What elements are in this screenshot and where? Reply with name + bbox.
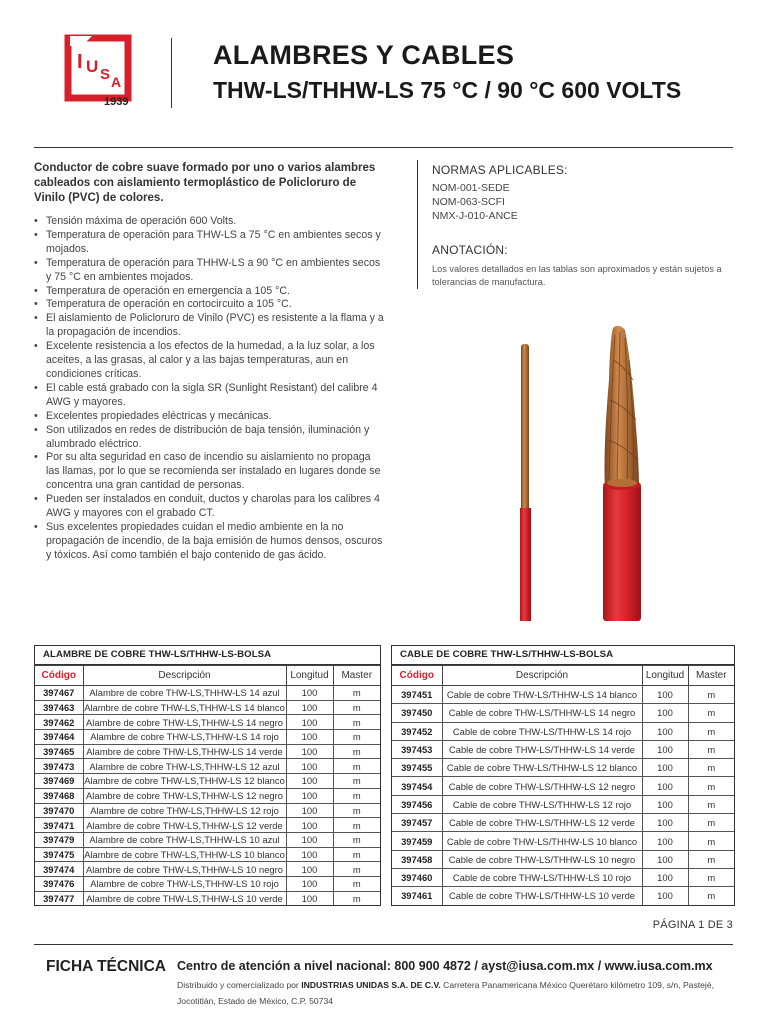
cell-longitud: 100 bbox=[286, 715, 333, 730]
cell-descripcion: Alambre de cobre THW-LS,THHW-LS 10 blanco bbox=[84, 848, 285, 860]
table-row bbox=[392, 759, 734, 777]
cell-master: m bbox=[688, 686, 734, 704]
cell-descripcion: Alambre de cobre THW-LS,THHW-LS 10 negro bbox=[83, 862, 286, 877]
cell-descripcion: Cable de cobre THW-LS/THHW-LS 14 rojo bbox=[442, 722, 642, 740]
cell-master: m bbox=[688, 832, 734, 850]
cell-longitud: 100 bbox=[286, 832, 333, 847]
table-row bbox=[392, 686, 734, 704]
feature-item: • El cable está grabado con la sigla SR (Sunlight Resistant) del calibre 4 AWG y mayores. bbox=[34, 382, 384, 410]
cell-longitud: 100 bbox=[286, 818, 333, 833]
logo-year: 1939 bbox=[104, 96, 129, 108]
feature-item: • Temperatura de operación en emergencia a 105 °C. bbox=[34, 285, 384, 299]
table-row bbox=[35, 891, 380, 905]
col-header-longitud: Longitud bbox=[642, 666, 688, 686]
cell-codigo: 397470 bbox=[35, 803, 83, 818]
cell-master: m bbox=[333, 744, 380, 759]
cell-descripcion: Alambre de cobre THW-LS,THHW-LS 14 azul bbox=[83, 686, 286, 701]
cell-longitud: 100 bbox=[642, 795, 688, 813]
cell-codigo: 397463 bbox=[35, 700, 83, 715]
cell-descripcion: Cable de cobre THW-LS/THHW-LS 14 verde bbox=[442, 740, 642, 758]
cell-master: m bbox=[688, 850, 734, 868]
cell-descripcion: Alambre de cobre THW-LS,THHW-LS 10 azul bbox=[83, 832, 286, 847]
normas-list bbox=[432, 181, 518, 223]
cell-longitud: 100 bbox=[286, 891, 333, 905]
cell-codigo: 397462 bbox=[35, 715, 83, 730]
norma-item: NMX-J-010-ANCE bbox=[432, 210, 518, 222]
cell-master: m bbox=[333, 876, 380, 891]
table-row bbox=[392, 850, 734, 868]
feature-item: • Temperatura de operación para THW-LS a 75 °C en ambientes secos y mojados. bbox=[34, 229, 384, 257]
cell-longitud: 100 bbox=[642, 704, 688, 722]
cell-master: m bbox=[333, 832, 380, 847]
cell-descripcion: Alambre de cobre THW-LS,THHW-LS 12 azul bbox=[83, 759, 286, 774]
cell-master: m bbox=[688, 777, 734, 795]
cell-master: m bbox=[333, 803, 380, 818]
cell-descripcion: Alambre de cobre THW-LS,THHW-LS 10 rojo bbox=[83, 876, 286, 891]
cell-descripcion: Cable de cobre THW-LS/THHW-LS 10 blanco bbox=[442, 832, 642, 850]
cell-descripcion: Cable de cobre THW-LS/THHW-LS 14 negro bbox=[442, 704, 642, 722]
norma-item: NOM-001-SEDE bbox=[432, 182, 510, 194]
cell-descripcion: Alambre de cobre THW-LS,THHW-LS 12 blanco bbox=[84, 775, 285, 787]
cell-master: m bbox=[333, 818, 380, 833]
top-divider bbox=[34, 147, 733, 148]
cell-codigo: 397473 bbox=[35, 759, 83, 774]
table-row bbox=[35, 847, 380, 862]
page-title: ALAMBRES Y CABLES bbox=[213, 40, 515, 70]
cell-descripcion: Cable de cobre THW-LS/THHW-LS 12 verde bbox=[442, 814, 642, 832]
table-row bbox=[35, 788, 380, 803]
table-row bbox=[35, 686, 380, 701]
header-separator bbox=[171, 38, 172, 108]
feature-item: • Sus excelentes propiedades cuidan el medio ambiente en la no propagación de incendio, de la baja emisión de humos densos, oscuros y tóxicos. Así como también el bajo contenido de gas ácido. bbox=[34, 521, 384, 563]
cell-codigo: 397454 bbox=[392, 777, 442, 795]
cell-longitud: 100 bbox=[642, 832, 688, 850]
col-header-master: Master bbox=[333, 666, 380, 686]
column-separator bbox=[417, 160, 418, 289]
cell-longitud: 100 bbox=[286, 803, 333, 818]
cell-master: m bbox=[333, 847, 380, 862]
col-header-descripcion: Descripción bbox=[442, 666, 642, 686]
feature-item: • Pueden ser instalados en conduit, ductos y charolas para los calibres 4 AWG y mayores con el grabado CT. bbox=[34, 493, 384, 521]
anotacion-title: ANOTACIÓN: bbox=[432, 243, 508, 257]
feature-item: • Excelente resistencia a los efectos de la humedad, a la luz solar, a los aceites, a las grasas, al calor y a las bajas temperaturas, aun en condiciones críticas. bbox=[34, 340, 384, 382]
cell-descripcion: Alambre de cobre THW-LS,THHW-LS 12 rojo bbox=[83, 803, 286, 818]
table-row bbox=[392, 887, 734, 905]
cell-codigo: 397471 bbox=[35, 818, 83, 833]
table-row bbox=[35, 876, 380, 891]
cell-descripcion: Cable de cobre THW-LS/THHW-LS 12 negro bbox=[442, 777, 642, 795]
cell-descripcion: Cable de cobre THW-LS/THHW-LS 12 rojo bbox=[442, 795, 642, 813]
cell-longitud: 100 bbox=[286, 774, 333, 789]
svg-text:U: U bbox=[86, 57, 99, 76]
feature-item: • Temperatura de operación en cortocircuito a 105 °C. bbox=[34, 298, 384, 312]
cell-master: m bbox=[333, 730, 380, 745]
cell-master: m bbox=[688, 814, 734, 832]
cable-table bbox=[391, 645, 735, 906]
cell-codigo: 397457 bbox=[392, 814, 442, 832]
cell-master: m bbox=[688, 887, 734, 905]
table-row bbox=[35, 730, 380, 745]
cell-codigo: 397474 bbox=[35, 862, 83, 877]
cell-descripcion: Alambre de cobre THW-LS,THHW-LS 14 verde bbox=[83, 744, 286, 759]
cell-longitud: 100 bbox=[286, 847, 333, 862]
cell-codigo: 397450 bbox=[392, 704, 442, 722]
cell-longitud: 100 bbox=[286, 700, 333, 715]
cell-master: m bbox=[333, 686, 380, 701]
cell-longitud: 100 bbox=[286, 759, 333, 774]
page-subtitle: THW-LS/THHW-LS 75 °C / 90 °C 600 VOLTS bbox=[213, 77, 682, 103]
alambre-table bbox=[34, 645, 381, 906]
cell-descripcion: Alambre de cobre THW-LS,THHW-LS 12 verde bbox=[83, 818, 286, 833]
cell-longitud: 100 bbox=[642, 868, 688, 886]
cell-descripcion: Alambre de cobre THW-LS,THHW-LS 14 rojo bbox=[83, 730, 286, 745]
cell-descripcion: Cable de cobre THW-LS/THHW-LS 10 rojo bbox=[442, 868, 642, 886]
cell-master: m bbox=[688, 722, 734, 740]
cell-longitud: 100 bbox=[642, 777, 688, 795]
table-row bbox=[35, 715, 380, 730]
cell-codigo: 397452 bbox=[392, 722, 442, 740]
cell-longitud: 100 bbox=[642, 722, 688, 740]
cell-codigo: 397458 bbox=[392, 850, 442, 868]
cell-codigo: 397455 bbox=[392, 759, 442, 777]
cell-longitud: 100 bbox=[286, 686, 333, 701]
table-row bbox=[392, 795, 734, 813]
feature-item: • Excelentes propiedades eléctricas y mecánicas. bbox=[34, 410, 384, 424]
table-row bbox=[35, 832, 380, 847]
cell-longitud: 100 bbox=[642, 887, 688, 905]
feature-item: • El aislamiento de Policloruro de Vinilo (PVC) es resistente a la flama y a la propagación de incendios. bbox=[34, 312, 384, 340]
cell-master: m bbox=[333, 700, 380, 715]
table-row bbox=[35, 818, 380, 833]
cell-codigo: 397476 bbox=[35, 876, 83, 891]
cell-master: m bbox=[688, 795, 734, 813]
cell-codigo: 397456 bbox=[392, 795, 442, 813]
table-row bbox=[35, 700, 380, 715]
cell-master: m bbox=[333, 788, 380, 803]
cable-product-image bbox=[505, 320, 645, 625]
cell-descripcion: Alambre de cobre THW-LS,THHW-LS 14 blanco bbox=[84, 702, 285, 714]
cell-codigo: 397461 bbox=[392, 887, 442, 905]
features-list bbox=[34, 215, 384, 563]
col-header-descripcion: Descripción bbox=[83, 666, 286, 686]
cell-codigo: 397465 bbox=[35, 744, 83, 759]
svg-text:A: A bbox=[111, 74, 122, 90]
cell-codigo: 397467 bbox=[35, 686, 83, 701]
cell-longitud: 100 bbox=[286, 744, 333, 759]
table-row bbox=[392, 740, 734, 758]
table-row bbox=[392, 722, 734, 740]
cell-master: m bbox=[688, 704, 734, 722]
table-row bbox=[392, 704, 734, 722]
distribution-note bbox=[177, 978, 733, 1009]
cell-master: m bbox=[688, 759, 734, 777]
cell-codigo: 397475 bbox=[35, 847, 83, 862]
intro-paragraph: Conductor de cobre suave formado por uno o varios alambres cableados con aislamiento termoplástico de Policloruro de Vinilo (PVC) de colores. bbox=[34, 162, 376, 204]
svg-text:S: S bbox=[100, 66, 111, 83]
cell-master: m bbox=[333, 891, 380, 905]
cell-codigo: 397453 bbox=[392, 740, 442, 758]
col-header-codigo: Código bbox=[35, 666, 83, 686]
ficha-tecnica-label: FICHA TÉCNICA bbox=[46, 958, 166, 975]
normas-title: NORMAS APLICABLES: bbox=[432, 163, 568, 177]
table-row bbox=[35, 862, 380, 877]
alambre-table-title: ALAMBRE DE COBRE THW-LS/THHW-LS-BOLSA bbox=[35, 646, 380, 665]
norma-item: NOM-063-SCFI bbox=[432, 196, 505, 208]
distrib-company: INDUSTRIAS UNIDAS S.A. DE C.V. bbox=[301, 980, 441, 990]
col-header-master: Master bbox=[688, 666, 734, 686]
cell-longitud: 100 bbox=[642, 759, 688, 777]
cell-master: m bbox=[333, 715, 380, 730]
cable-table-title: CABLE DE COBRE THW-LS/THHW-LS-BOLSA bbox=[392, 646, 734, 665]
cell-descripcion: Cable de cobre THW-LS/THHW-LS 10 verde bbox=[442, 887, 642, 905]
cell-codigo: 397451 bbox=[392, 686, 442, 704]
table-row bbox=[392, 777, 734, 795]
cell-codigo: 397459 bbox=[392, 832, 442, 850]
col-header-codigo: Código bbox=[392, 666, 442, 686]
bottom-divider bbox=[34, 944, 733, 945]
cell-longitud: 100 bbox=[286, 876, 333, 891]
cell-longitud: 100 bbox=[286, 862, 333, 877]
cell-longitud: 100 bbox=[642, 814, 688, 832]
cell-descripcion: Alambre de cobre THW-LS,THHW-LS 10 verde bbox=[83, 891, 286, 905]
cell-codigo: 397464 bbox=[35, 730, 83, 745]
feature-item: • Por su alta seguridad en caso de incendio su aislamiento no propaga las llamas, por lo que se recomienda ser instalado en lugares donde se concentra una gran cantidad de personas. bbox=[34, 451, 384, 493]
cell-codigo: 397477 bbox=[35, 891, 83, 905]
cell-descripcion: Cable de cobre THW-LS/THHW-LS 10 negro bbox=[442, 850, 642, 868]
contact-line: Centro de atención a nivel nacional: 800 900 4872 / ayst@iusa.com.mx / www.iusa.com.mx bbox=[177, 959, 713, 973]
cell-master: m bbox=[333, 774, 380, 789]
anotacion-text: Los valores detallados en las tablas son aproximados y están sujetos a tolerancias de manufactura. bbox=[432, 264, 722, 287]
cell-codigo: 397468 bbox=[35, 788, 83, 803]
cell-longitud: 100 bbox=[642, 686, 688, 704]
cell-master: m bbox=[333, 862, 380, 877]
feature-item: • Son utilizados en redes de distribución de baja tensión, iluminación y alumbrado eléctrico. bbox=[34, 424, 384, 452]
svg-text:I: I bbox=[77, 51, 83, 73]
cell-codigo: 397479 bbox=[35, 832, 83, 847]
table-row bbox=[392, 832, 734, 850]
cell-codigo: 397460 bbox=[392, 868, 442, 886]
cell-descripcion: Alambre de cobre THW-LS,THHW-LS 14 negro bbox=[83, 715, 286, 730]
cell-descripcion: Cable de cobre THW-LS/THHW-LS 14 blanco bbox=[442, 686, 642, 704]
page-number: PÁGINA 1 DE 3 bbox=[652, 919, 733, 931]
cell-master: m bbox=[333, 759, 380, 774]
cell-longitud: 100 bbox=[286, 788, 333, 803]
feature-item: • Temperatura de operación para THHW-LS a 90 °C en ambientes secos y 75 °C en ambientes mojados. bbox=[34, 257, 384, 285]
distrib-prefix: Distribuido y comercializado por bbox=[177, 980, 302, 990]
table-row bbox=[35, 759, 380, 774]
cell-master: m bbox=[688, 868, 734, 886]
cell-descripcion: Alambre de cobre THW-LS,THHW-LS 12 negro bbox=[83, 788, 286, 803]
distrib-address: Carretera Panamericana México Querétaro kilómetro 109, s/n, Pastejé, Jocotitlán, Estado de México, C.P. 50734 bbox=[177, 980, 714, 1006]
table-row bbox=[35, 744, 380, 759]
table-row bbox=[35, 774, 380, 789]
cell-longitud: 100 bbox=[286, 730, 333, 745]
table-row bbox=[392, 868, 734, 886]
cell-master: m bbox=[688, 740, 734, 758]
table-row bbox=[392, 814, 734, 832]
cell-longitud: 100 bbox=[642, 740, 688, 758]
cell-descripcion: Cable de cobre THW-LS/THHW-LS 12 blanco bbox=[442, 759, 642, 777]
feature-item: • Tensión máxima de operación 600 Volts. bbox=[34, 215, 384, 229]
cell-codigo: 397469 bbox=[35, 774, 83, 789]
col-header-longitud: Longitud bbox=[286, 666, 333, 686]
table-row bbox=[35, 803, 380, 818]
cell-longitud: 100 bbox=[642, 850, 688, 868]
